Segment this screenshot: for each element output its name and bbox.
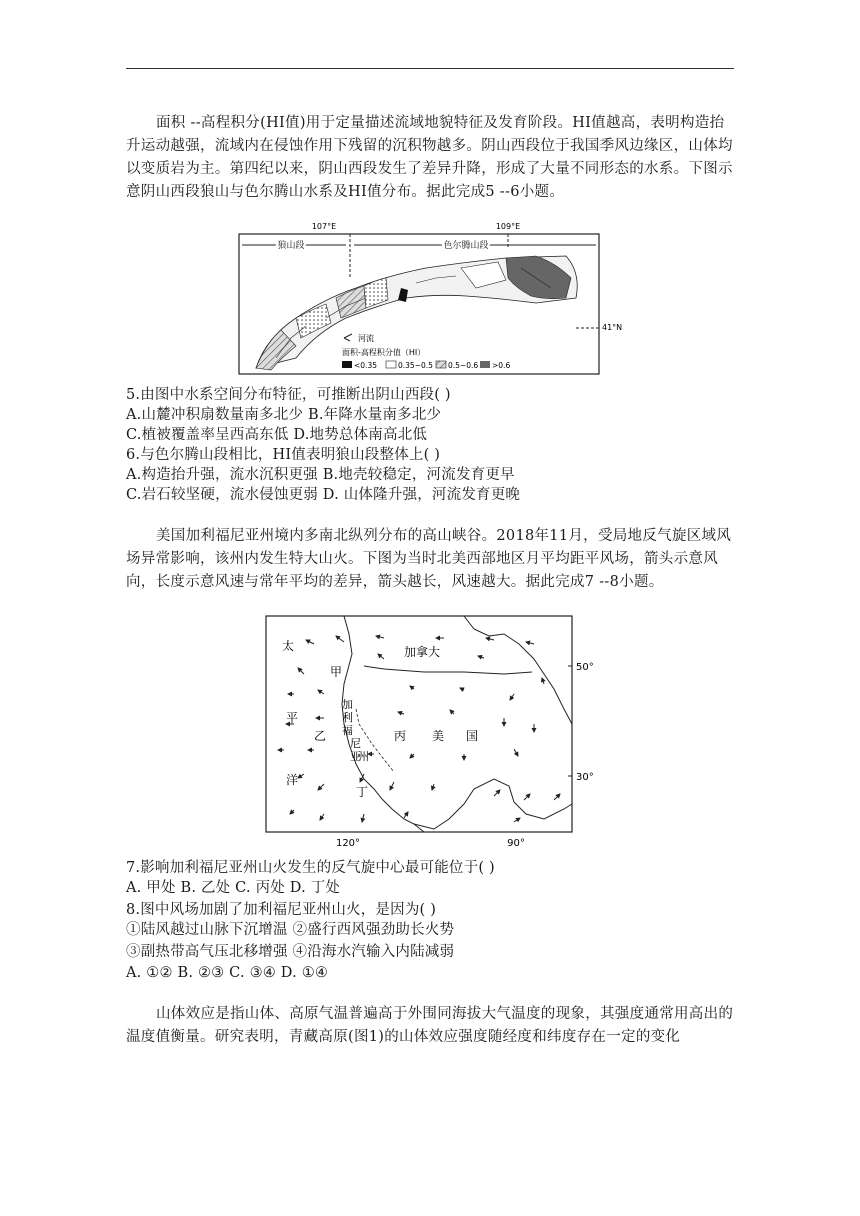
q5-options-cd: C.植被覆盖率呈西高东低 D.地势总体南高北低	[126, 427, 428, 443]
q8-statements-12: ①陆风越过山脉下沉增温 ②盛行西风强劲助长火势	[126, 922, 455, 938]
q5-stem: 5.由图中水系空间分布特征，可推断出阴山西段( )	[126, 387, 451, 403]
section-langshan-label: 狼山段	[277, 241, 305, 251]
point-yi-label: 乙	[314, 729, 327, 743]
legend-title: 面积-高程积分值（HI）	[342, 348, 426, 357]
section-seerteng-label: 色尔腾山段	[443, 241, 489, 251]
point-ding-label: 丁	[356, 785, 369, 799]
q7-options: A. 甲处 B. 乙处 C. 丙处 D. 丁处	[126, 880, 341, 896]
legend-item-4: >0.6	[492, 361, 511, 370]
q6-options-ab: A.构造抬升强，流水沉积更强 B.地壳较稳定，河流发育更早	[126, 467, 515, 483]
ca-char-5: 亚	[350, 750, 361, 763]
q8-stem: 8.图中风场加剧了加利福尼亚州山火，是因为( )	[126, 902, 437, 918]
ocean-char-2: 平	[286, 711, 299, 725]
q8-statements-34: ③副热带高气压北移增强 ④沿海水汽输入内陆减弱	[126, 944, 455, 960]
gulf-coastline	[414, 779, 572, 829]
ca-char-4: 尼	[350, 737, 361, 750]
ca-char-1: 加	[342, 698, 353, 711]
passage-mountain-effect: 山体效应是指山体、高原气温普遍高于外围同海拔大气温度的现象，其强度通常用高出的温度值衡量。研究表明，青藏高原(图1)的山体效应强度随经度和纬度存在一定的变化	[126, 1006, 734, 1045]
legend-river-label: 河流	[358, 334, 374, 343]
legend-swatch-3	[436, 361, 446, 368]
point-jia-label: 甲	[330, 665, 343, 679]
basin-hatched-2	[336, 286, 366, 318]
header-rule	[126, 68, 734, 69]
legend-swatch-2	[386, 361, 396, 368]
ocean-char-3: 洋	[286, 773, 299, 787]
point-bing-label: 丙	[394, 729, 407, 743]
legend-item-1: <0.35	[354, 361, 377, 370]
q5-options-ab: A.山麓冲积扇数量南多北少 B.年降水量南多北少	[126, 407, 442, 423]
figure-yinshan-hi-map	[236, 218, 626, 378]
passage-yinshan: 面积 --高程积分(HI值)用于定量描述流域地貌特征及发育阶段。HI值越高，表明构造抬升运动越强，流域内在侵蚀作用下残留的沉积物越多。阴山西段位于我国季风边缘区，山体均以变质岩为主。第四纪以来，阴山西段发生了差异升降，形成了大量不同形态的水系。下图示意阴山西段狼山与色尔腾山水系及HI值分布。据此完成5 --6小题。	[126, 115, 733, 200]
ca-char-6: 州	[358, 750, 369, 763]
east-coastline	[464, 616, 572, 724]
lat-41-label: 41°N	[602, 323, 623, 332]
lat-50-label: 50°	[576, 662, 594, 673]
q6-options-cd: C.岩石较坚硬，流水侵蚀更弱 D. 山体隆升强，河流发育更晚	[126, 487, 521, 503]
figure-wind-anomaly-map	[264, 614, 604, 850]
ocean-char-1: 太	[282, 639, 295, 653]
canada-label: 加拿大	[404, 645, 441, 659]
legend-item-3: 0.5~0.6	[448, 361, 479, 370]
legend-swatch-4	[480, 361, 490, 368]
lon-109-label: 109°E	[495, 222, 521, 231]
q7-stem: 7.影响加利福尼亚州山火发生的反气旋中心最可能位于( )	[126, 860, 495, 876]
us-canada-border	[364, 666, 532, 674]
lat-30-label: 30°	[576, 772, 594, 783]
usa-label: 美国	[432, 729, 501, 743]
river-legend-icon	[344, 334, 352, 341]
q6-stem: 6.与色尔腾山段相比，HI值表明狼山段整体上( )	[126, 447, 441, 463]
ca-char-3: 福	[342, 724, 353, 737]
q8-options: A. ①② B. ②③ C. ③④ D. ①④	[126, 965, 329, 981]
lon-107-label: 107°E	[311, 222, 337, 231]
ca-char-2: 利	[342, 711, 353, 724]
legend-item-2: 0.35~0.5	[398, 361, 433, 370]
passage-california: 美国加利福尼亚州境内多南北纵列分布的高山峡谷。2018年11月，受局地反气旋区域风场异常影响，该州内发生特大山火。下图为当时北美西部地区月平均距平风场，箭头示意风向，长度示意风速与常年平均的差异，箭头越长，风速越大。据此完成7 --8小题。	[126, 528, 732, 590]
lon-90-label: 90°	[507, 838, 525, 849]
legend-swatch-1	[342, 361, 352, 368]
lon-120-label: 120°	[335, 838, 361, 849]
